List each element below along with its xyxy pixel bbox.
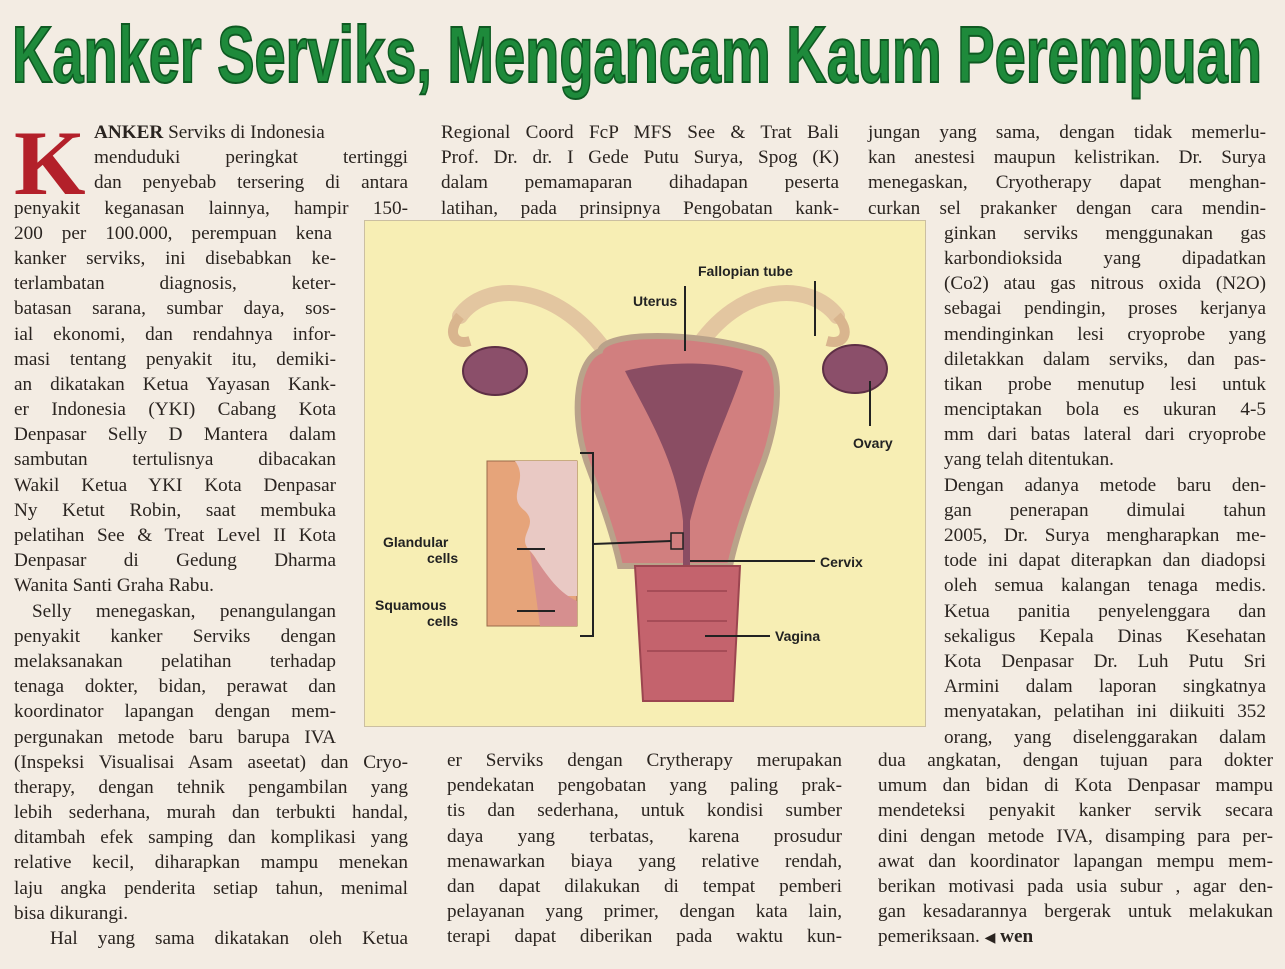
- text-line: an dikatakan Ketua Yayasan Kank-: [14, 373, 336, 395]
- article-column-2-bottom: [447, 748, 842, 950]
- text-line: therapy, dengan tehnik pengambilan yang: [14, 776, 408, 798]
- text-line: dalam pemamaparan dihadapan peserta: [441, 172, 839, 194]
- text-line: umum dan bidan di Kota Denpasar mampu: [878, 775, 1273, 797]
- text-line: curkan sel prakanker dengan cara mendin-: [868, 197, 1266, 219]
- text-line: 200 per 100.000, perempuan kena: [14, 222, 332, 244]
- text-line: relative kecil, diharapkan mampu menekan: [14, 852, 408, 874]
- headline: [8, 2, 1278, 102]
- text-line: pelatihan See & Treat Level II Kota: [14, 525, 336, 546]
- text-line: er Serviks dengan Crytherapy merupakan: [447, 750, 842, 771]
- text-line: Regional Coord FcP MFS See & Trat Bali: [441, 122, 839, 143]
- text-line: masi tentang penyakit itu, demiki-: [14, 348, 336, 370]
- text-line: pergunakan metode baru barupa IVA: [14, 726, 336, 748]
- text-line: awat dan koordinator lapangan mempu mem-: [878, 850, 1273, 872]
- text-line: ial ekonomi, dan rendahnya infor-: [14, 323, 336, 345]
- text-line: Denpasar di Gedung Dharma: [14, 550, 336, 572]
- text-line: menegaskan, Cryotherapy dapat menghan-: [868, 172, 1266, 194]
- text-line: koordinator lapangan dengan mem-: [14, 701, 336, 723]
- right-fimbriae: [827, 316, 845, 342]
- label-fallopian-tube: Fallopian tube: [698, 263, 793, 279]
- text-line: menciptakan bola es ukuran 4-5: [944, 399, 1266, 421]
- label-squamous: Squamous: [375, 597, 447, 613]
- text-line: kan anestesi maupun kelistrikan. Dr. Surya: [868, 147, 1266, 169]
- text-line: laju angka penderita setiap tahun, menimal: [14, 877, 408, 899]
- text-line: Wanita Santi Graha Rabu.: [14, 575, 214, 597]
- lead-bold: ANKER: [94, 122, 164, 143]
- article-column-1: [14, 120, 410, 951]
- text-line: gan kesadarannya bergerak untuk melakukan: [878, 901, 1273, 923]
- text-line: mendeteksi penyakit kanker servik secara: [878, 800, 1273, 822]
- text-line: batasan sarana, sumbar daya, sos-: [14, 298, 336, 320]
- text-line: dan penyebab tersering di antara: [94, 172, 408, 194]
- text-line: terapi dapat diberikan pada waktu kun-: [447, 926, 842, 948]
- text-line: terlambatan diagnosis, keter-: [14, 273, 336, 295]
- text-line: lebih sederhana, murah dan terbukti handal,: [14, 802, 408, 824]
- text-line: sambutan tertulisnya dibacakan: [14, 449, 336, 471]
- text-line: Denpasar Selly D Mantera dalam: [14, 424, 336, 446]
- lead-line: [14, 120, 410, 145]
- text-line: orang, yang diselenggarakan dalam: [944, 726, 1266, 748]
- text-line: Wakil Ketua YKI Kota Denpasar: [14, 474, 336, 496]
- closing-line: [878, 924, 1275, 949]
- label-cervix: Cervix: [820, 554, 863, 570]
- article-column-2-top: [441, 120, 841, 221]
- text-line: tenaga dokter, bidan, perawat dan: [14, 676, 336, 698]
- text-line: ginkan serviks menggunakan gas: [944, 222, 1266, 244]
- label-ovary: Ovary: [853, 435, 893, 451]
- text-line: mendinginkan lesi cryoprobe yang: [944, 323, 1266, 345]
- label-vagina: Vagina: [775, 628, 821, 644]
- text-line: pendekatan pengobatan yang paling prak-: [447, 775, 842, 797]
- text-line: kanker serviks, ini disebabkan ke-: [14, 247, 336, 269]
- text-line: pemeriksaan.: [878, 926, 980, 948]
- text-line: berikan motivasi pada usia subur , agar den-: [878, 875, 1273, 897]
- cervical-canal: [683, 521, 690, 566]
- text-line: tis dan sederhana, untuk kondisi sumber: [447, 800, 842, 822]
- headline-text: Kanker Serviks, Mengancam Kaum Perempuan: [12, 10, 1262, 99]
- text-line: diletakkan dalam serviks, dan pas-: [944, 348, 1266, 370]
- text-line: Selly menegaskan, penangulangan: [32, 600, 336, 622]
- text-line: bisa dikurangi.: [14, 902, 129, 924]
- text-line: latihan, pada prinsipnya Pengobatan kank-: [441, 197, 839, 219]
- text-line: menyatakan, pelatihan ini diikuiti 352: [944, 701, 1266, 723]
- label-glandular: Glandular: [383, 534, 449, 550]
- text-line: dini dengan metode IVA, disamping para per-: [878, 825, 1273, 847]
- text-line: yang telah ditentukan.: [944, 449, 1114, 471]
- text-line: Hal yang sama dikatakan oleh Ketua: [50, 928, 408, 949]
- text-line: karbondioksida yang dipadatkan: [944, 247, 1266, 269]
- text-line: pelayanan yang primer, dengan kata lain,: [447, 901, 842, 923]
- text-line: (Inspeksi Visualisai Asam aseetat) dan Cryo-: [14, 751, 408, 773]
- byline: wen: [1000, 926, 1034, 948]
- left-ovary: [463, 347, 527, 395]
- end-mark-icon: ◀: [984, 931, 996, 947]
- anatomy-figure: [364, 220, 926, 727]
- text-line: penyakit keganasan lainnya, hampir 150-: [14, 197, 408, 219]
- text-line: penyakit kanker Serviks dengan: [14, 625, 336, 647]
- text-line: (Co2) atau gas nitrous oxida (N2O): [944, 273, 1266, 295]
- text-line: oleh semua kalangan tenaga medis.: [944, 575, 1266, 597]
- lead-rest: Serviks di Indonesia: [163, 122, 325, 143]
- text-line: melaksanakan pelatihan terhadap: [14, 650, 336, 672]
- text-line: Dengan adanya metode baru den-: [944, 474, 1266, 496]
- text-line: Kota Denpasar Dr. Luh Putu Sri: [944, 650, 1266, 672]
- text-line: sebagai pendingin, proses kerjanya: [944, 298, 1266, 320]
- dropcap-letter: K: [14, 120, 86, 200]
- text-line: er Indonesia (YKI) Cabang Kota: [14, 399, 336, 421]
- text-line: ditambah efek samping dan komplikasi yang: [14, 827, 408, 849]
- text-line: mm dari batas lateral dari cryoprobe: [944, 424, 1266, 446]
- text-line: sekaligus Kepala Dinas Kesehatan: [944, 625, 1266, 647]
- label-uterus: Uterus: [633, 293, 678, 309]
- text-line: 2005, Dr. Surya mengharapkan me-: [944, 525, 1266, 546]
- label-squamous-cells: cells: [427, 613, 459, 629]
- text-line: tikan probe menutup lesi untuk: [944, 373, 1266, 395]
- text-line: daya yang terbatas, karena prosudur: [447, 825, 842, 847]
- text-line: Armini dalam laporan singkatnya: [944, 676, 1266, 698]
- text-line: jungan yang sama, dengan tidak memerlu-: [868, 122, 1266, 143]
- left-fallopian-tube: [460, 293, 605, 351]
- text-line: Ny Ketut Robin, saat membuka: [14, 499, 336, 521]
- text-line: tode ini dapat diterapkan dan diadopsi: [944, 550, 1266, 572]
- vagina: [635, 566, 740, 701]
- left-fimbriae: [453, 316, 470, 342]
- text-line: gan penerapan dimulai tahun: [944, 499, 1266, 521]
- text-line: dan dapat dilakukan di tempat pemberi: [447, 875, 842, 897]
- text-line: menduduki peringkat tertinggi: [94, 147, 408, 169]
- text-line: Prof. Dr. dr. I Gede Putu Surya, Spog (K): [441, 147, 839, 169]
- text-line: Ketua panitia penyelenggara dan: [944, 600, 1266, 622]
- article-column-3-top: [868, 120, 1268, 750]
- label-glandular-cells: cells: [427, 550, 459, 566]
- text-line: dua angkatan, dengan tujuan para dokter: [878, 750, 1273, 771]
- article-column-3-bottom: [878, 748, 1275, 950]
- uterus-diagram: [365, 221, 925, 726]
- text-line: menawarkan biaya yang relative rendah,: [447, 850, 842, 872]
